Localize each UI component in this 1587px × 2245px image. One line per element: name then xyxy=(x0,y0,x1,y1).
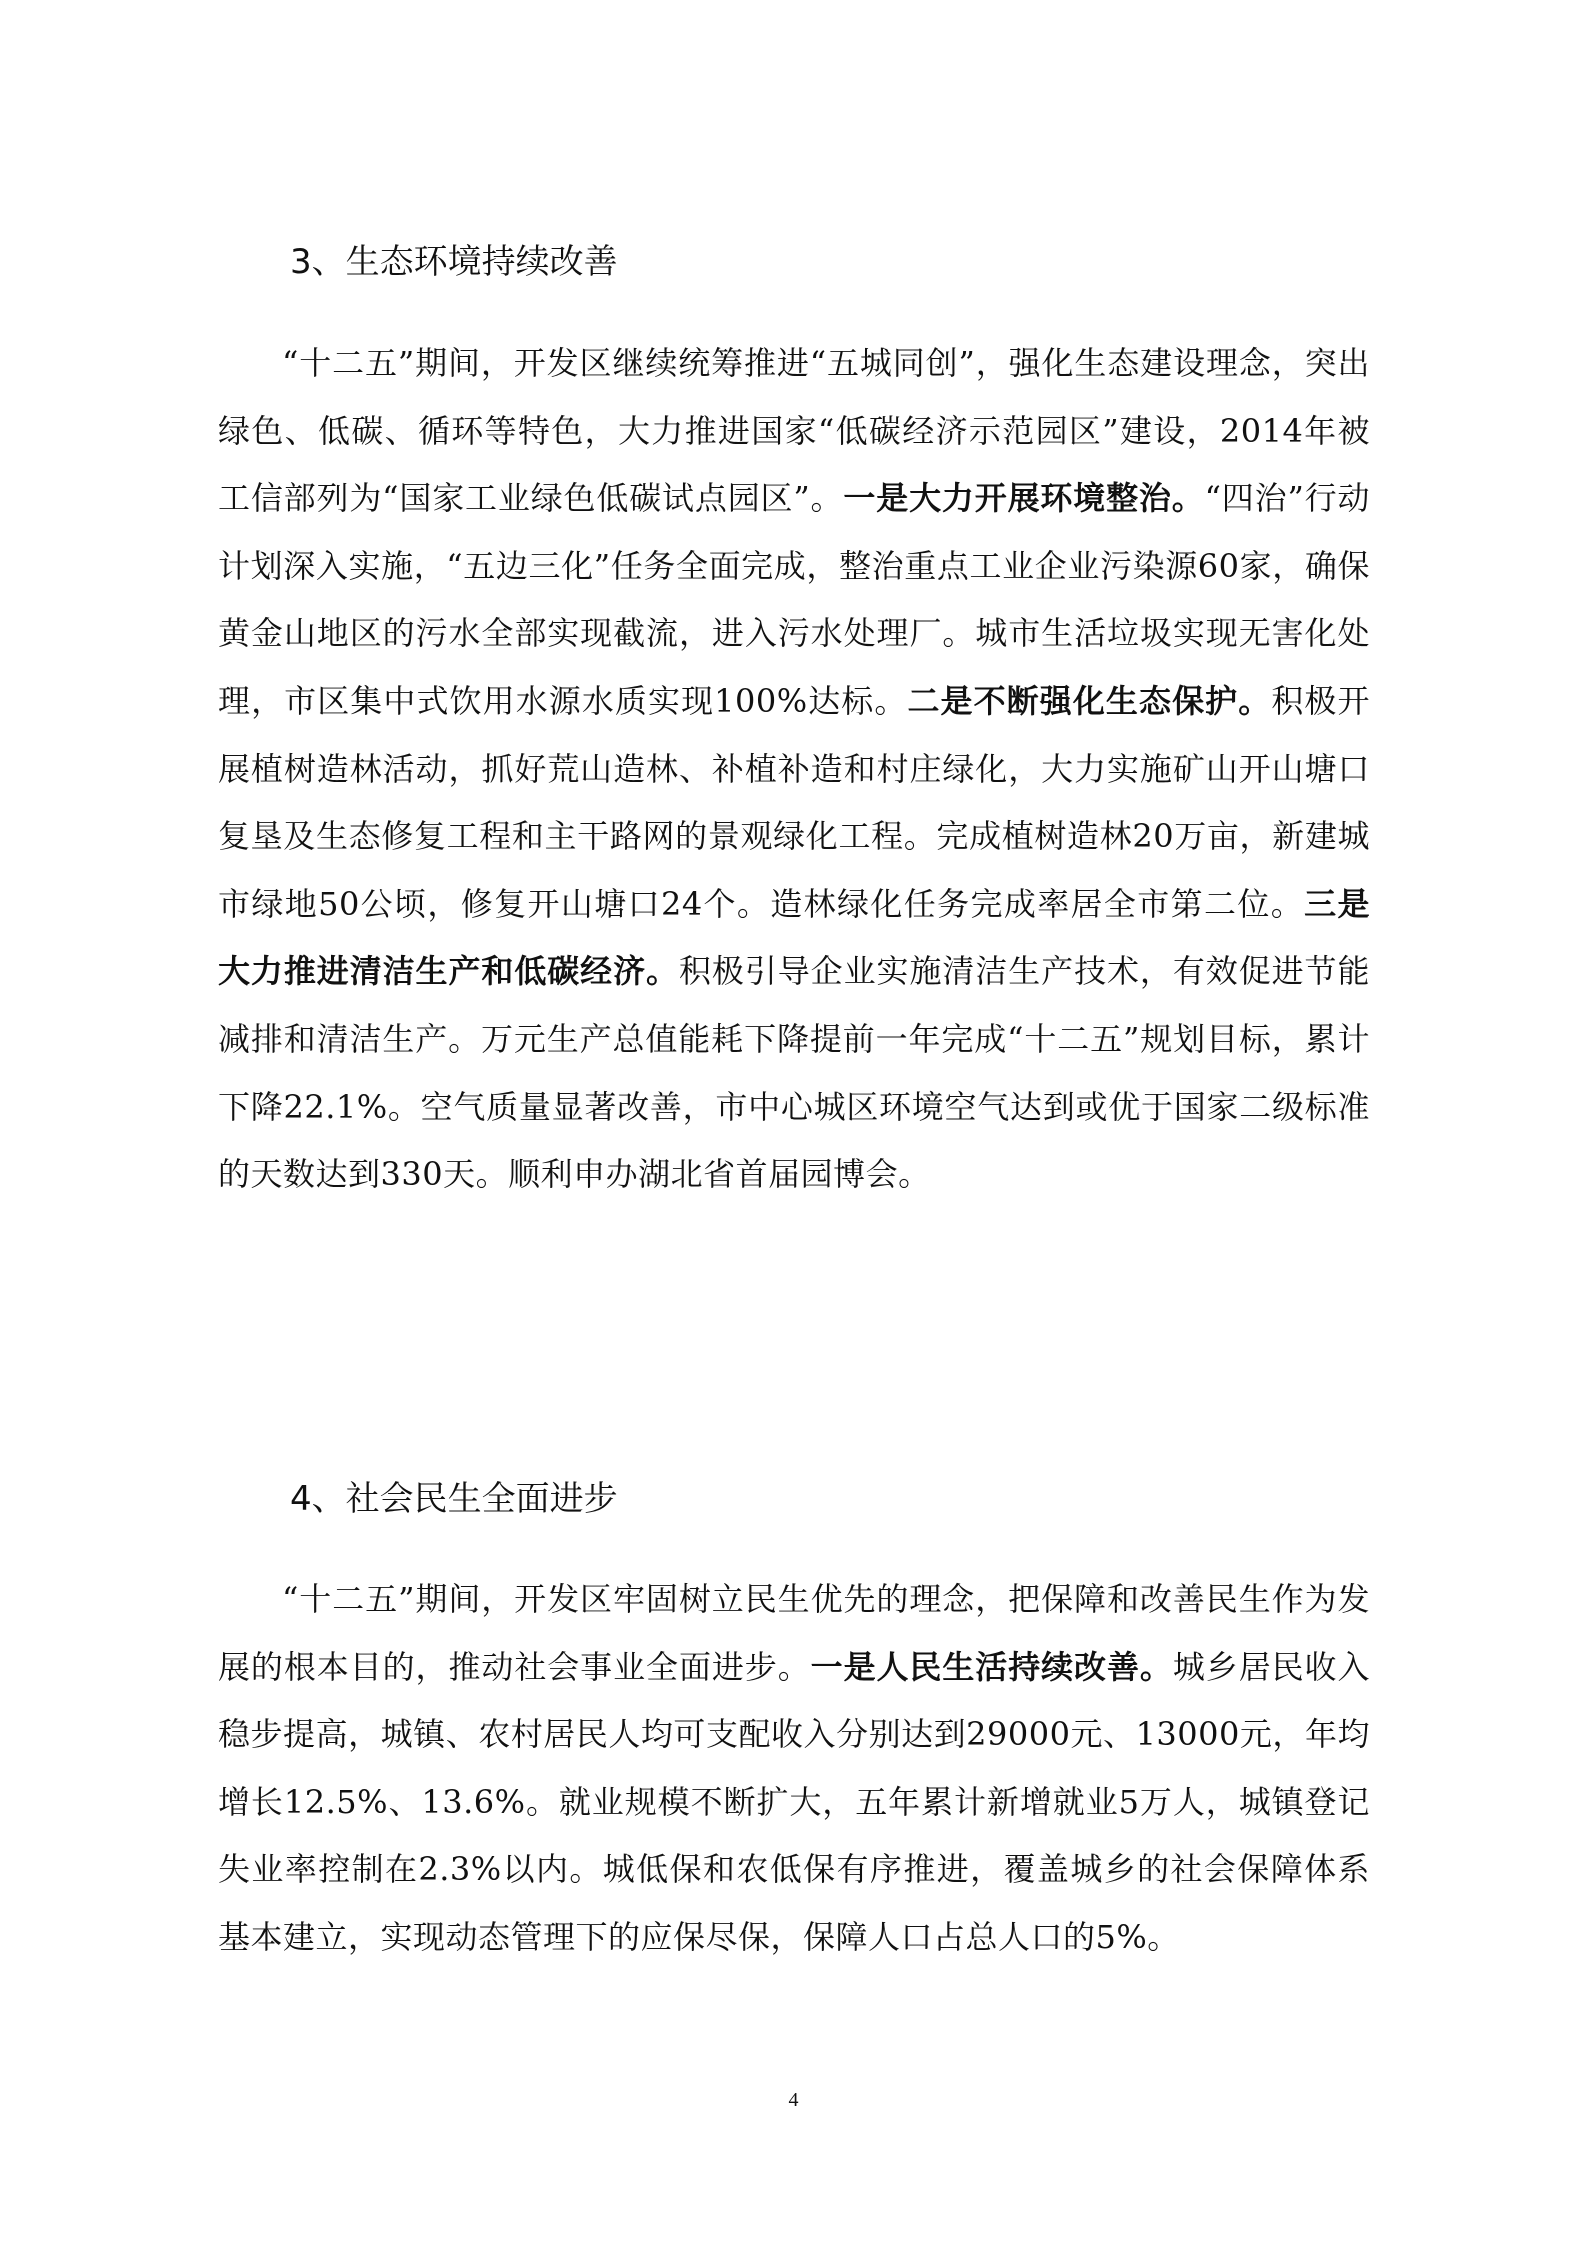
bold-key-point: 一是人民生活持续改善。 xyxy=(810,1647,1173,1686)
paragraph-text: “十二五”期间，开发区牢固树立民生优先的理念，把保障和改善民生作为发展的根本目的，推动社会事业全面进步。 xyxy=(218,1580,1370,1686)
bold-key-point: 二是不断强化生态保护。 xyxy=(907,681,1272,720)
paragraph-text: 城乡居民收入稳步提高，城镇、农村居民人均可支配收入分别达到29000元、13000元，年均增长12.5%、13.6%。就业规模不断扩大，五年累计新增就业5万人，城镇登记失业率控制在2.3%以内。城低保和农低保有序推进，覆盖城乡的社会保障体系基本建立，实现动态管理下的应保尽保，保障人口占总人口的5%。 xyxy=(218,1647,1370,1956)
paragraph-livelihood xyxy=(218,1566,1370,1972)
bold-key-point: 一是大力开展环境整治。 xyxy=(843,479,1205,518)
paragraph-text: “十二五”期间，开发区继续统筹推进“五城同创”，强化生态建设理念，突出绿色、低碳、循环等特色，大力推进国家“低碳经济示范园区”建设，2014年被工信部列为“国家工业绿色低碳试点园区”。 xyxy=(218,344,1370,518)
section-heading-ecology: 3、生态环境持续改善 xyxy=(290,242,618,282)
section-heading-livelihood: 4、社会民生全面进步 xyxy=(290,1479,618,1519)
paragraph-ecology xyxy=(218,330,1370,1209)
paragraph-text: “四治”行动计划深入实施，“五边三化”任务全面完成，整治重点工业企业污染源60家，确保黄金山地区的污水全部实现截流，进入污水处理厂。城市生活垃圾实现无害化处理，市区集中式饮用水源水质实现100%达标。 xyxy=(218,479,1370,720)
paragraph-text: 积极引导企业实施清洁生产技术，有效促进节能减排和清洁生产。万元生产总值能耗下降提前一年完成“十二五”规划目标，累计下降22.1%。空气质量显著改善，市中心城区环境空气达到或优于国家二级标准的天数达到330天。顺利申办湖北省首届园博会。 xyxy=(218,952,1370,1194)
paragraph-text: 积极开展植树造林活动，抓好荒山造林、补植补造和村庄绿化，大力实施矿山开山塘口复垦及生态修复工程和主干路网的景观绿化工程。完成植树造林20万亩，新建城市绿地50公顷，修复开山塘口24个。造林绿化任务完成率居全市第二位。 xyxy=(218,681,1370,923)
bold-key-point: 三是大力推进清洁生产和低碳经济。 xyxy=(218,884,1370,991)
page-number: 4 xyxy=(788,2089,799,2111)
